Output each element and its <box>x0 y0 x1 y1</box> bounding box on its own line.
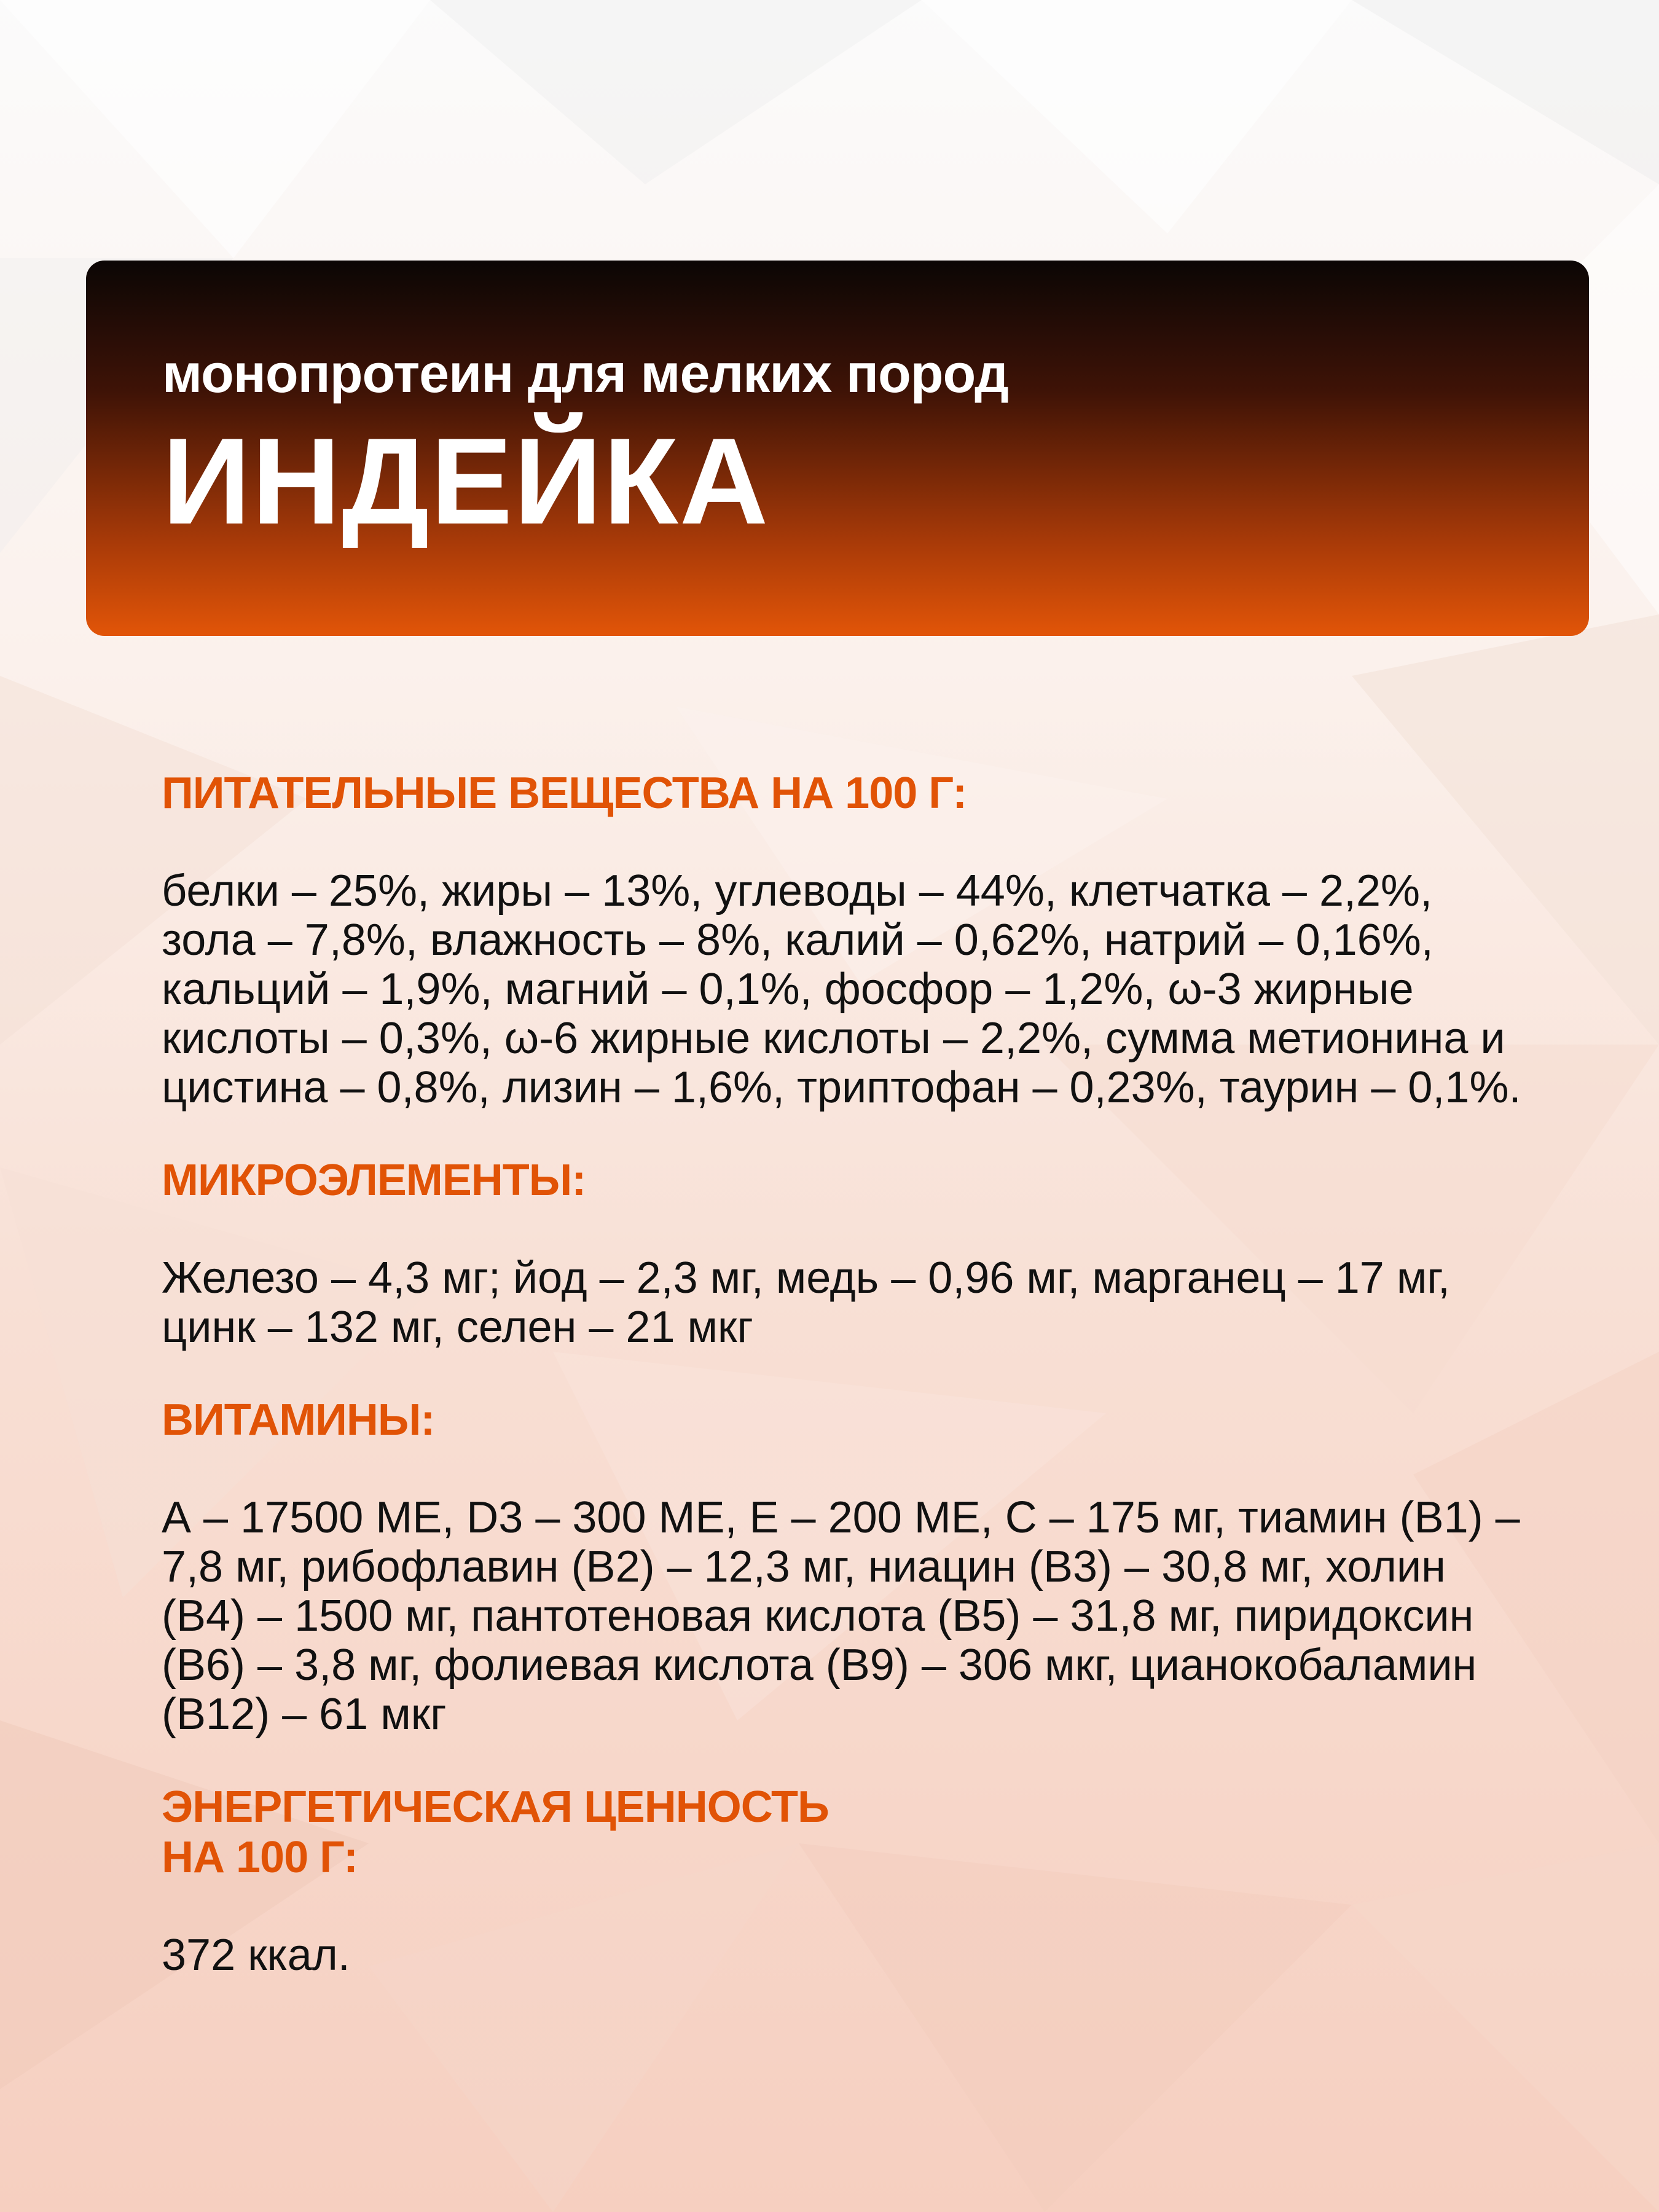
section-heading: ПИТАТЕЛЬНЫЕ ВЕЩЕСТВА НА 100 Г: <box>162 769 967 818</box>
section-heading: ВИТАМИНЫ: <box>162 1395 435 1445</box>
energy-value: 372 ккал. <box>162 1931 350 1980</box>
section-heading: МИКРОЭЛЕМЕНТЫ: <box>162 1156 586 1205</box>
section-body: А – 17500 МЕ, D3 – 300 МЕ, Е – 200 МЕ, С – 175 мг, тиамин (B1) – 7,8 мг, рибофлавин (B2) – 12,3 мг, ниацин (B3) – 30,8 мг, холин (B4) – 1500 мг, пантотеновая кислота (B5) – 31,8 мг, пиридоксин (B6) – 3,8 мг, фолиевая кислота (B9) – 306 мкг, цианокобаламин (B12) – 61 мкг <box>162 1493 1520 1739</box>
section-heading-line2: НА 100 Г: <box>162 1833 358 1882</box>
section-microelements <box>162 1155 1526 1352</box>
section-nutrients <box>162 768 1526 1112</box>
product-title: ИНДЕЙКА <box>162 413 770 550</box>
section-vitamins <box>162 1395 1526 1739</box>
nutrition-info <box>162 768 1526 1980</box>
section-body: белки – 25%, жиры – 13%, углеводы – 44%, клетчатка – 2,2%, зола – 7,8%, влажность – 8%, калий – 0,62%, натрий – 0,16%, кальций – 1,9%, магний – 0,1%, фосфор – 1,2%, ω-3 жирные кислоты – 0,3%, ω-6 жирные кислоты – 2,2%, сумма метионина и цистина – 0,8%, лизин – 1,6%, триптофан – 0,23%, таурин – 0,1%. <box>162 866 1521 1112</box>
section-heading-line1: ЭНЕРГЕТИЧЕСКАЯ ЦЕННОСТЬ <box>162 1783 829 1832</box>
product-subtitle: монопротеин для мелких пород <box>162 343 1008 404</box>
section-body: Железо – 4,3 мг; йод – 2,3 мг, медь – 0,96 мг, марганец – 17 мг, цинк – 132 мг, селен – 21 мкг <box>162 1253 1450 1352</box>
section-energy <box>162 1782 1526 1980</box>
header-banner <box>86 261 1589 636</box>
